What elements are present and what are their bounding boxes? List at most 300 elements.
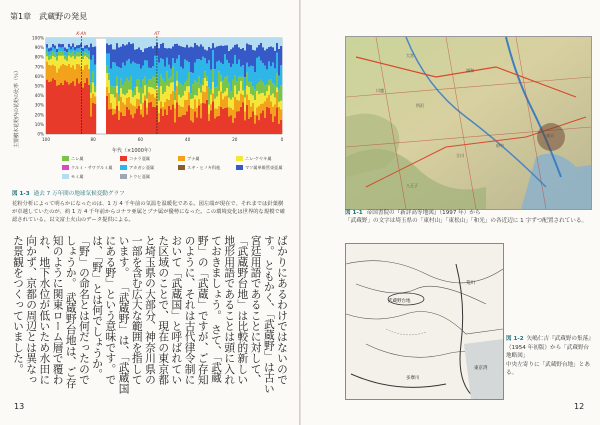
chart-bar-segment xyxy=(46,48,48,52)
chart-bar-segment xyxy=(270,101,272,113)
chart-bar-segment xyxy=(250,66,252,82)
chart-bar-segment xyxy=(148,38,150,47)
chart-bar-segment xyxy=(250,94,252,107)
chart-bar-segment xyxy=(256,47,258,58)
map-place-label: 立川 xyxy=(456,153,464,158)
chart-bar-segment xyxy=(260,61,262,80)
chart-bar-segment xyxy=(162,43,164,60)
chart-bar-segment xyxy=(150,68,152,79)
chart-bar-segment xyxy=(66,66,68,82)
chart-bar-segment xyxy=(192,98,194,108)
chart-bar-segment xyxy=(224,77,226,91)
chart-bar-segment xyxy=(140,109,142,114)
chart-bar-segment xyxy=(150,94,152,102)
chart-bar-segment xyxy=(126,93,128,97)
chart-bar-segment xyxy=(162,107,164,116)
chart-bar-segment xyxy=(240,38,242,49)
chart-bar-segment xyxy=(206,100,208,134)
chart-bar-segment xyxy=(236,111,238,134)
chart-bar-segment xyxy=(140,38,142,50)
chart-bar-segment xyxy=(248,81,250,87)
chart-bar-segment xyxy=(70,46,72,49)
chart-y-tick-label: 80% xyxy=(34,54,44,60)
chart-bar-segment xyxy=(258,82,260,94)
chart-bar-segment xyxy=(126,107,128,134)
chart-bar-segment xyxy=(200,118,202,134)
map-place-label: 八王子 xyxy=(406,183,418,188)
chart-bar-segment xyxy=(248,45,250,67)
chart-bar-segment xyxy=(170,48,172,68)
chart-bar-segment xyxy=(212,38,214,43)
chart-bar-segment xyxy=(270,66,272,79)
chart-bar-segment xyxy=(180,46,182,66)
chart-bar-segment xyxy=(74,55,76,59)
chart-bar-segment xyxy=(196,45,198,59)
chart-bar-segment xyxy=(246,73,248,86)
chart-bar-segment xyxy=(276,52,278,73)
chart-bar-segment xyxy=(158,122,160,134)
chart-bar-segment xyxy=(162,79,164,94)
chart-bar-segment xyxy=(126,44,128,60)
chart-bar-segment xyxy=(60,47,62,51)
chart-bar-segment xyxy=(58,44,60,47)
chart-bar-segment xyxy=(108,93,110,110)
chart-bar-segment xyxy=(224,54,226,77)
chart-bar-segment xyxy=(54,38,56,45)
chart-bar-segment xyxy=(132,92,134,97)
chart-bar-segment xyxy=(138,106,140,134)
chart-bar-segment xyxy=(268,80,270,86)
chart-bar-segment xyxy=(46,38,48,44)
chart-bar-segment xyxy=(164,48,166,67)
chart-bar-segment xyxy=(64,65,66,81)
chart-bar-segment xyxy=(138,99,140,106)
chart-bar-segment xyxy=(226,76,228,88)
chart-bar-segment xyxy=(174,108,176,122)
chart-bar-segment xyxy=(168,38,170,48)
chart-bar-segment xyxy=(114,87,116,98)
chart-bar-segment xyxy=(58,47,60,51)
chart-bar-segment xyxy=(242,77,244,91)
chart-bar-segment xyxy=(164,67,166,82)
page-number-right: 12 xyxy=(574,402,585,411)
chart-bar-segment xyxy=(200,38,202,44)
chart-bar-segment xyxy=(178,38,180,46)
chart-bar-segment xyxy=(188,86,190,92)
chart-bar-segment xyxy=(74,69,76,86)
chart-legend-swatch xyxy=(236,156,243,161)
chart-bar-segment xyxy=(126,78,128,93)
chart-bar-segment xyxy=(68,84,70,134)
chart-bar-segment xyxy=(134,50,136,63)
chart-bar-segment xyxy=(150,38,152,46)
chart-bar-segment xyxy=(130,76,132,90)
chart-marker-label: K-Ah xyxy=(76,32,87,37)
chart-bar-segment xyxy=(278,124,280,134)
chart-bar-segment xyxy=(278,49,280,76)
chart-bar-segment xyxy=(66,52,68,56)
chart-bar-segment xyxy=(198,59,200,77)
chart-bar-segment xyxy=(176,86,178,102)
figure-caption: 過去 7 万年間の地球気候変動グラフ xyxy=(33,191,125,197)
chart-bar-segment xyxy=(150,87,152,94)
chart-bar-segment xyxy=(272,38,274,47)
chart-bar-segment xyxy=(254,115,256,124)
chart-bar-segment xyxy=(142,38,144,52)
chart-bar-segment xyxy=(124,105,126,116)
chart-bar-segment xyxy=(140,88,142,104)
chart-legend-label: クルミ・サワグルミ属 xyxy=(71,165,113,170)
chart-bar-segment xyxy=(196,59,198,82)
chart-bar-segment xyxy=(152,94,154,107)
chart-bar-segment xyxy=(270,38,272,46)
chart-bar-segment xyxy=(158,48,160,62)
chart-bar-segment xyxy=(192,84,194,98)
chart-legend-label: コナラ亜属 xyxy=(129,156,150,161)
chart-bar-segment xyxy=(218,116,220,134)
chart-bar-segment xyxy=(244,50,246,77)
chart-bar-segment xyxy=(74,50,76,54)
chart-bar-segment xyxy=(88,55,90,59)
chart-bar-segment xyxy=(202,79,204,86)
chart-bar-segment xyxy=(238,38,240,47)
chart-bar-segment xyxy=(216,97,218,109)
chart-bar-segment xyxy=(176,38,178,44)
chart-bar-segment xyxy=(132,61,134,91)
chart-bar-segment xyxy=(88,69,90,85)
chart-bar-segment xyxy=(266,38,268,49)
chart-legend-label: アカガシ亜属 xyxy=(129,165,155,170)
chart-bar-segment xyxy=(190,99,192,108)
chart-bar-segment xyxy=(152,66,154,76)
chart-bar-segment xyxy=(106,87,108,96)
chart-bar-segment xyxy=(166,58,168,72)
chart-bar-segment xyxy=(78,45,80,48)
chart-bar-segment xyxy=(188,47,190,62)
chart-bar-segment xyxy=(208,47,210,60)
chart-bar-segment xyxy=(50,65,52,81)
chart-bar-segment xyxy=(226,60,228,76)
chart-bar-segment xyxy=(248,100,250,119)
chart-bar-segment xyxy=(94,96,96,103)
chart-bar-segment xyxy=(234,55,236,75)
chart-bar-segment xyxy=(184,83,186,91)
chart-bar-segment xyxy=(240,107,242,134)
chart-bar-segment xyxy=(230,115,232,134)
chart-bar-segment xyxy=(72,43,74,47)
chart-bar-segment xyxy=(134,38,136,50)
chart-bar-segment xyxy=(90,44,92,60)
chart-bar-segment xyxy=(178,105,180,117)
chart-bar-segment xyxy=(90,38,92,44)
chart-bar-segment xyxy=(76,45,78,48)
chart-bar-segment xyxy=(174,44,176,63)
chart-legend-label: トウヒ亜属 xyxy=(129,174,150,179)
chart-bar-segment xyxy=(112,115,114,134)
chart-bar-segment xyxy=(58,85,60,134)
chart-bar-segment xyxy=(122,102,124,115)
chart-bar-segment xyxy=(90,83,92,93)
chart-bar-segment xyxy=(48,56,50,60)
chart-bar-segment xyxy=(208,121,210,134)
chart-bar-segment xyxy=(72,38,74,43)
chart-bar-segment xyxy=(90,98,92,117)
chart-bar-segment xyxy=(162,94,164,107)
chart-bar-segment xyxy=(128,38,130,42)
chart-bar-segment xyxy=(190,108,192,120)
chart-legend-label: ニレ-ケヤキ属 xyxy=(245,156,272,161)
chart-bar-segment xyxy=(132,38,134,43)
chart-bar-segment xyxy=(92,93,94,102)
chart-bar-segment xyxy=(124,38,126,45)
chart-bar-segment xyxy=(244,111,246,120)
pollen-chart xyxy=(12,28,287,193)
chart-bar-segment xyxy=(264,38,266,50)
chart-bar-segment xyxy=(94,104,96,134)
chart-bar-segment xyxy=(278,102,280,107)
chart-bar-segment xyxy=(276,87,278,91)
chart-bar-segment xyxy=(118,111,120,120)
chart-bar-segment xyxy=(274,104,276,116)
page-number-left: 13 xyxy=(14,402,25,411)
chart-bar-segment xyxy=(168,48,170,65)
chart-bar-segment xyxy=(154,89,156,97)
chart-bar-segment xyxy=(50,51,52,55)
map-place-label: 東京湾 xyxy=(474,366,488,371)
chart-bar-segment xyxy=(52,44,54,47)
chart-legend-swatch xyxy=(236,165,243,170)
chart-bar-segment xyxy=(178,95,180,105)
chart-bar-segment xyxy=(108,109,110,134)
chart-bar-segment xyxy=(252,66,254,86)
chart-bar-segment xyxy=(264,118,266,134)
chart-bar-segment xyxy=(132,105,134,118)
chart-bar-segment xyxy=(220,91,222,106)
chart-bar-segment xyxy=(58,56,60,69)
chart-bar-segment xyxy=(168,65,170,79)
chart-bar-segment xyxy=(182,115,184,134)
chart-bar-segment xyxy=(220,82,222,92)
chart-bar-segment xyxy=(246,38,248,43)
chart-bar-segment xyxy=(72,52,74,57)
chart-bar-segment xyxy=(236,38,238,44)
chart-bar-segment xyxy=(164,102,166,110)
chart-bar-segment xyxy=(56,56,58,60)
chart-bar-segment xyxy=(206,50,208,63)
chart-bar-segment xyxy=(56,60,58,72)
chart-bar-segment xyxy=(116,38,118,43)
chart-bar-segment xyxy=(208,114,210,121)
chart-bar-segment xyxy=(264,96,266,101)
chart-bar-segment xyxy=(246,43,248,62)
chart-xlabel: 年代（×1000年） xyxy=(112,148,154,154)
chart-bar-segment xyxy=(202,91,204,102)
chart-bar-segment xyxy=(266,84,268,91)
chart-bar-segment xyxy=(68,44,70,47)
chart-marker-label: AT xyxy=(154,32,160,37)
chart-bar-segment xyxy=(172,91,174,105)
map-place-label: 所沢 xyxy=(416,103,424,108)
chart-bar-segment xyxy=(272,47,274,62)
chart-bar-segment xyxy=(128,81,130,90)
chart-bar-segment xyxy=(62,52,64,56)
chart-bar-segment xyxy=(110,85,112,94)
chart-bar-segment xyxy=(158,101,160,113)
chart-legend-swatch xyxy=(120,165,127,170)
chart-legend-label: スギ・ヒノキ科他 xyxy=(187,165,221,170)
chart-bar-segment xyxy=(276,43,278,53)
chart-bar-segment xyxy=(76,48,78,52)
chart-bar-segment xyxy=(228,63,230,82)
chart-bar-segment xyxy=(50,47,52,50)
chart-bar-segment xyxy=(242,95,244,102)
chart-bar-segment xyxy=(120,47,122,69)
chart-bar-segment xyxy=(246,105,248,134)
chart-bar-segment xyxy=(226,88,228,95)
chart-bar-segment xyxy=(50,55,52,59)
chart-bar-segment xyxy=(226,38,228,45)
figure-caption-detail: 「武蔵野」の文字は埼玉県の「東村山」「東松山」「和光」の各近辺に 1 字ずつ配置されている。 xyxy=(345,218,588,224)
chart-bar-segment xyxy=(76,64,78,79)
chart-bar-segment xyxy=(262,93,264,104)
chart-legend-swatch xyxy=(62,165,69,170)
chart-bar-segment xyxy=(208,60,210,87)
chart-bar-segment xyxy=(180,38,182,46)
chart-bar-segment xyxy=(154,97,156,107)
chart-bar-segment xyxy=(198,46,200,59)
chart-bar-segment xyxy=(54,57,56,66)
chart-bar-segment xyxy=(58,68,60,85)
chart-bar-segment xyxy=(66,38,68,49)
chart-bar-segment xyxy=(266,49,268,70)
chart-bar-segment xyxy=(210,48,212,69)
chart-bar-segment xyxy=(84,49,86,53)
chart-bar-segment xyxy=(218,38,220,46)
chart-bar-segment xyxy=(118,101,120,110)
chart-bar-segment xyxy=(114,38,116,49)
chart-bar-segment xyxy=(180,97,182,106)
chart-bar-segment xyxy=(178,46,180,55)
chart-bar-segment xyxy=(68,64,70,84)
chart-bar-segment xyxy=(234,45,236,55)
chart-bar-segment xyxy=(58,38,60,44)
chart-y-tick-label: 70% xyxy=(34,64,44,70)
chart-legend-label: ニレ属 xyxy=(71,156,84,161)
chart-bar-segment xyxy=(64,80,66,134)
chart-bar-segment xyxy=(106,38,108,43)
chart-bar-segment xyxy=(168,106,170,134)
chart-bar-segment xyxy=(218,91,220,106)
chart-bar-segment xyxy=(60,44,62,47)
chart-bar-segment xyxy=(118,47,120,67)
chart-bar-segment xyxy=(216,62,218,87)
chart-bar-segment xyxy=(188,105,190,134)
chart-bar-segment xyxy=(144,85,146,95)
chart-bar-segment xyxy=(140,50,142,69)
chart-bar-segment xyxy=(196,82,198,95)
chart-bar-segment xyxy=(246,86,248,95)
chart-bar-segment xyxy=(232,97,234,109)
chart-bar-segment xyxy=(94,64,96,86)
figure-caption: 帝国書院の『新詳高等地図』（1997 年）から xyxy=(366,210,481,216)
chart-bar-segment xyxy=(266,107,268,134)
chart-bar-segment xyxy=(252,38,254,50)
chart-bar-segment xyxy=(240,94,242,107)
chart-bar-segment xyxy=(64,55,66,59)
chart-bar-segment xyxy=(244,120,246,134)
chart-bar-segment xyxy=(206,81,208,86)
chart-bar-segment xyxy=(248,38,250,45)
chart-bar-segment xyxy=(192,109,194,123)
chart-bar-segment xyxy=(130,103,132,114)
chart-bar-segment xyxy=(152,88,154,94)
chart-bar-segment xyxy=(152,48,154,66)
chart-bar-segment xyxy=(56,86,58,134)
chart-bar-segment xyxy=(254,38,256,50)
chart-bar-segment xyxy=(94,38,96,46)
chart-bar-segment xyxy=(200,104,202,119)
chart-bar-segment xyxy=(238,101,240,112)
chart-bar-segment xyxy=(106,96,108,134)
chart-bar-segment xyxy=(206,63,208,76)
chart-bar-segment xyxy=(198,99,200,105)
sketch-map-drawing xyxy=(346,244,503,399)
chart-bar-segment xyxy=(226,45,228,60)
chart-bar-segment xyxy=(92,47,94,55)
chart-bar-segment xyxy=(92,38,94,47)
chart-bar-segment xyxy=(148,92,150,102)
chart-bar-segment xyxy=(128,97,130,110)
chart-bar-segment xyxy=(160,108,162,134)
chart-bar-segment xyxy=(62,44,64,47)
chart-bar-segment xyxy=(192,73,194,84)
chart-bar-segment xyxy=(62,85,64,134)
chart-bar-segment xyxy=(266,98,268,107)
chart-bar-segment xyxy=(240,81,242,94)
chart-bar-segment xyxy=(114,114,116,134)
chart-bar-segment xyxy=(272,83,274,93)
chart-bar-segment xyxy=(198,88,200,99)
chart-bar-segment xyxy=(180,84,182,98)
chart-bar-segment xyxy=(64,38,66,47)
chart-bar-segment xyxy=(236,44,238,64)
chart-bar-segment xyxy=(52,38,54,44)
chart-bar-segment xyxy=(194,62,196,80)
chart-bar-segment xyxy=(248,67,250,82)
chart-bar-segment xyxy=(200,60,202,84)
chart-bar-segment xyxy=(108,53,110,73)
chart-bar-segment xyxy=(172,105,174,134)
chart-legend-swatch xyxy=(62,156,69,161)
chart-ylabel: 主要樹木花粉内の花粉の比率（％） xyxy=(14,67,20,149)
chart-legend-label: マツ属単維管束亜属 xyxy=(245,165,283,170)
chart-bar-segment xyxy=(184,59,186,82)
chart-bar-segment xyxy=(142,117,144,134)
chart-bar-segment xyxy=(146,99,148,108)
chart-bar-segment xyxy=(218,61,220,71)
chart-bar-segment xyxy=(196,108,198,117)
chart-bar-segment xyxy=(210,38,212,48)
chart-bar-segment xyxy=(256,91,258,107)
chart-bar-segment xyxy=(48,38,50,48)
chart-bar-segment xyxy=(194,99,196,111)
chart-bar-segment xyxy=(280,120,282,134)
chart-bar-segment xyxy=(64,47,66,50)
chart-bar-segment xyxy=(254,89,256,100)
chart-bar-segment xyxy=(72,56,74,65)
chart-bar-segment xyxy=(236,64,238,81)
chart-bar-segment xyxy=(214,99,216,109)
